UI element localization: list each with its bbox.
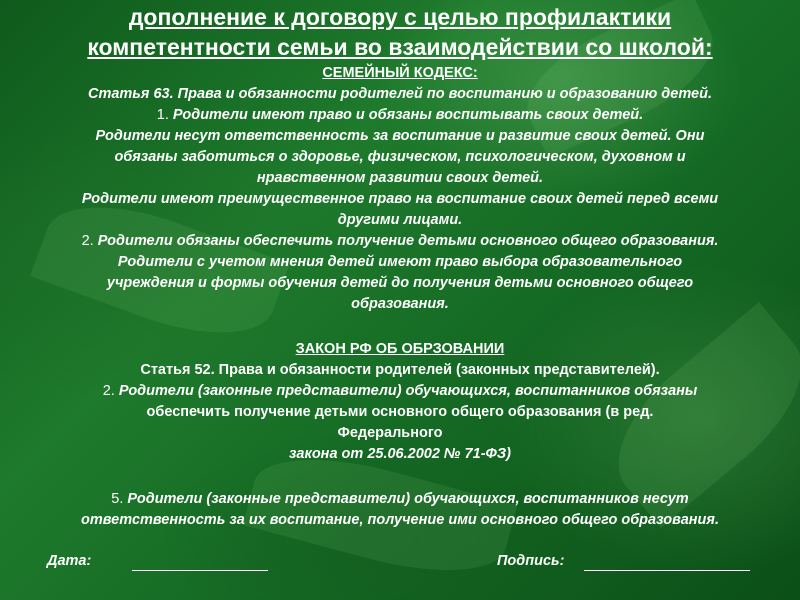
- point-number: 5.: [111, 491, 124, 507]
- family-code-point-1: [0, 105, 800, 126]
- signature-field-line[interactable]: [584, 570, 750, 571]
- signature-label: Подпись:: [497, 553, 565, 569]
- family-code-paragraph-line: учреждения и формы обучения детей до получения детьми основного общего: [106, 275, 694, 291]
- education-law-point-2: [0, 381, 800, 402]
- point-text: Родители (законные представители) обучающихся, воспитанников обязаны: [114, 383, 698, 399]
- slide-title: [20, 2, 780, 62]
- date-field-line[interactable]: [132, 570, 268, 571]
- point-number: 2.: [81, 233, 94, 249]
- education-law-point-5: [0, 489, 800, 510]
- family-code-heading: СЕМЕЙНЫЙ КОДЕКС:: [322, 65, 478, 81]
- date-label: Дата:: [47, 553, 92, 569]
- family-code-article: Статья 63. Права и обязанности родителей по воспитанию и образованию детей.: [87, 86, 712, 102]
- family-code-paragraph-line: Родители несут ответственность за воспитание и развитие своих детей. Они: [95, 128, 705, 144]
- family-code-paragraph-line: другими лицами.: [337, 212, 463, 228]
- family-code-paragraph-line: Родители имеют преимущественное право на воспитание своих детей перед всеми: [81, 191, 719, 207]
- point-text: Родители имеют право и обязаны воспитывать своих детей.: [168, 107, 644, 123]
- title-line-1: дополнение к договору с целью профилактики: [128, 4, 672, 30]
- family-code-point-2: [0, 231, 800, 252]
- point-text: Родители (законные представители) обучающихся, воспитанников несут: [123, 491, 689, 507]
- family-code-paragraph-line: обязаны заботиться о здоровье, физическом, психологическом, духовном и: [114, 149, 686, 165]
- family-code-paragraph-line: Родители с учетом мнения детей имеют право выбора образовательного: [117, 254, 683, 270]
- family-code-paragraph-line: образования.: [351, 296, 449, 312]
- family-code-paragraph-line: нравственном развитии своих детей.: [256, 170, 544, 186]
- point-number: 1.: [156, 107, 169, 123]
- title-line-2: компетентности семьи во взаимодействии со школой:: [87, 34, 713, 60]
- education-law-paragraph-line: ответственность за их воспитание, получение ими основного общего образования.: [81, 512, 719, 528]
- education-law-paragraph-line: закона от 25.06.2002 № 71-ФЗ): [289, 446, 511, 462]
- education-law-paragraph-line: Федерального: [337, 425, 443, 441]
- education-law-heading: ЗАКОН РФ ОБ ОБРЗОВАНИИ: [295, 341, 505, 357]
- point-number: 2.: [102, 383, 115, 399]
- point-text: Родители обязаны обеспечить получение детьми основного общего образования.: [93, 233, 719, 249]
- education-law-paragraph-line: обеспечить получение детьми основного общего образования (в ред.: [146, 404, 654, 420]
- education-law-article: Статья 52. Права и обязанности родителей (законных представителей).: [140, 362, 660, 378]
